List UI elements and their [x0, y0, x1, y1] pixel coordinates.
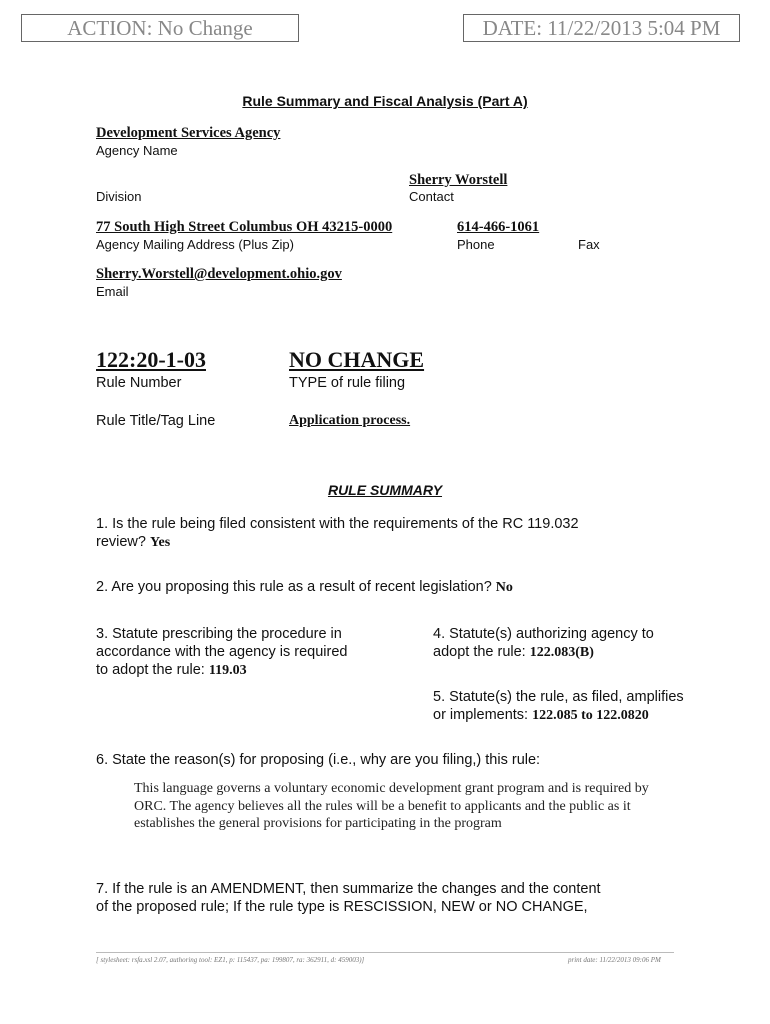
question-7-line2: of the proposed rule; If the rule type is RESCISSION, NEW or NO CHANGE, [96, 899, 588, 915]
footer-print-date: print date: 11/22/2013 09:06 PM [568, 956, 661, 964]
rule-number-label: Rule Number [96, 375, 182, 391]
question-5-line2-text: or implements: [433, 707, 529, 723]
rule-type: NO CHANGE [289, 347, 425, 372]
action-stamp [21, 14, 299, 42]
date-stamp [463, 14, 740, 42]
contact-label: Contact [409, 189, 454, 204]
question-3-line3 [96, 661, 347, 680]
rule-number: 122:20-1-03 [96, 347, 206, 372]
question-7-line1: 7. If the rule is an AMENDMENT, then summarize the changes and the content [96, 881, 601, 897]
question-4-line2 [433, 643, 654, 662]
agency-phone: 614-466-1061 [457, 219, 540, 235]
question-4-answer: 122.083(B) [529, 645, 594, 660]
rule-type-label: TYPE of rule filing [289, 375, 406, 391]
question-7 [96, 880, 601, 916]
rule-title: Application process. [289, 413, 411, 428]
phone-label: Phone [457, 237, 495, 252]
question-4-line1: 4. Statute(s) authorizing agency to [433, 626, 654, 642]
question-5-line1: 5. Statute(s) the rule, as filed, amplifies [433, 689, 684, 705]
question-1-line2-text: review? [96, 534, 146, 550]
question-2-answer: No [495, 580, 513, 595]
question-6-answer: This language governs a voluntary economic development grant program and is required by ORC. The agency believes all the rules will be a benefit to applicants and the public as it establishes the general provisions for participating in the program [134, 781, 649, 831]
footer-metadata: [ stylesheet: rsfa.xsl 2.07, authoring tool: EZ1, p: 115437, pa: 199807, ra: 362911, d: 459003)] [96, 956, 365, 964]
question-2 [96, 578, 513, 597]
contact-name: Sherry Worstell [409, 172, 508, 188]
email-label: Email [96, 284, 129, 299]
question-1 [96, 515, 579, 552]
agency-address: 77 South High Street Columbus OH 43215-0000 [96, 219, 393, 235]
question-5-answer: 122.085 to 122.0820 [532, 708, 649, 723]
question-1-line1: 1. Is the rule being filed consistent with the requirements of the RC 119.032 [96, 516, 579, 532]
question-4 [433, 625, 654, 662]
question-4-line2-text: adopt the rule: [433, 644, 526, 660]
question-3-line1: 3. Statute prescribing the procedure in [96, 626, 342, 642]
question-2-text: 2. Are you proposing this rule as a result of recent legislation? [96, 579, 492, 595]
document-title: Rule Summary and Fiscal Analysis (Part A) [242, 93, 528, 109]
footer-divider [96, 952, 674, 953]
question-3 [96, 625, 347, 680]
question-3-line2: accordance with the agency is required [96, 644, 348, 660]
question-5-line2 [433, 706, 684, 725]
agency-name: Development Services Agency [96, 125, 281, 141]
action-stamp-text: ACTION: No Change [67, 15, 253, 40]
question-3-line3-text: to adopt the rule: [96, 662, 205, 678]
agency-email[interactable]: Sherry.Worstell@development.ohio.gov [96, 266, 342, 282]
rule-summary-heading: RULE SUMMARY [327, 482, 443, 498]
question-5 [433, 688, 684, 725]
address-label: Agency Mailing Address (Plus Zip) [96, 237, 294, 252]
question-1-answer: Yes [150, 535, 171, 550]
rule-title-label: Rule Title/Tag Line [96, 413, 216, 429]
date-stamp-text: DATE: 11/22/2013 5:04 PM [482, 15, 721, 40]
question-6: 6. State the reason(s) for proposing (i.e., why are you filing,) this rule: [96, 752, 541, 768]
question-3-answer: 119.03 [208, 663, 247, 678]
fax-label: Fax [578, 237, 600, 252]
question-1-line2 [96, 533, 579, 552]
division-label: Division [96, 189, 142, 204]
agency-name-label: Agency Name [96, 143, 178, 158]
